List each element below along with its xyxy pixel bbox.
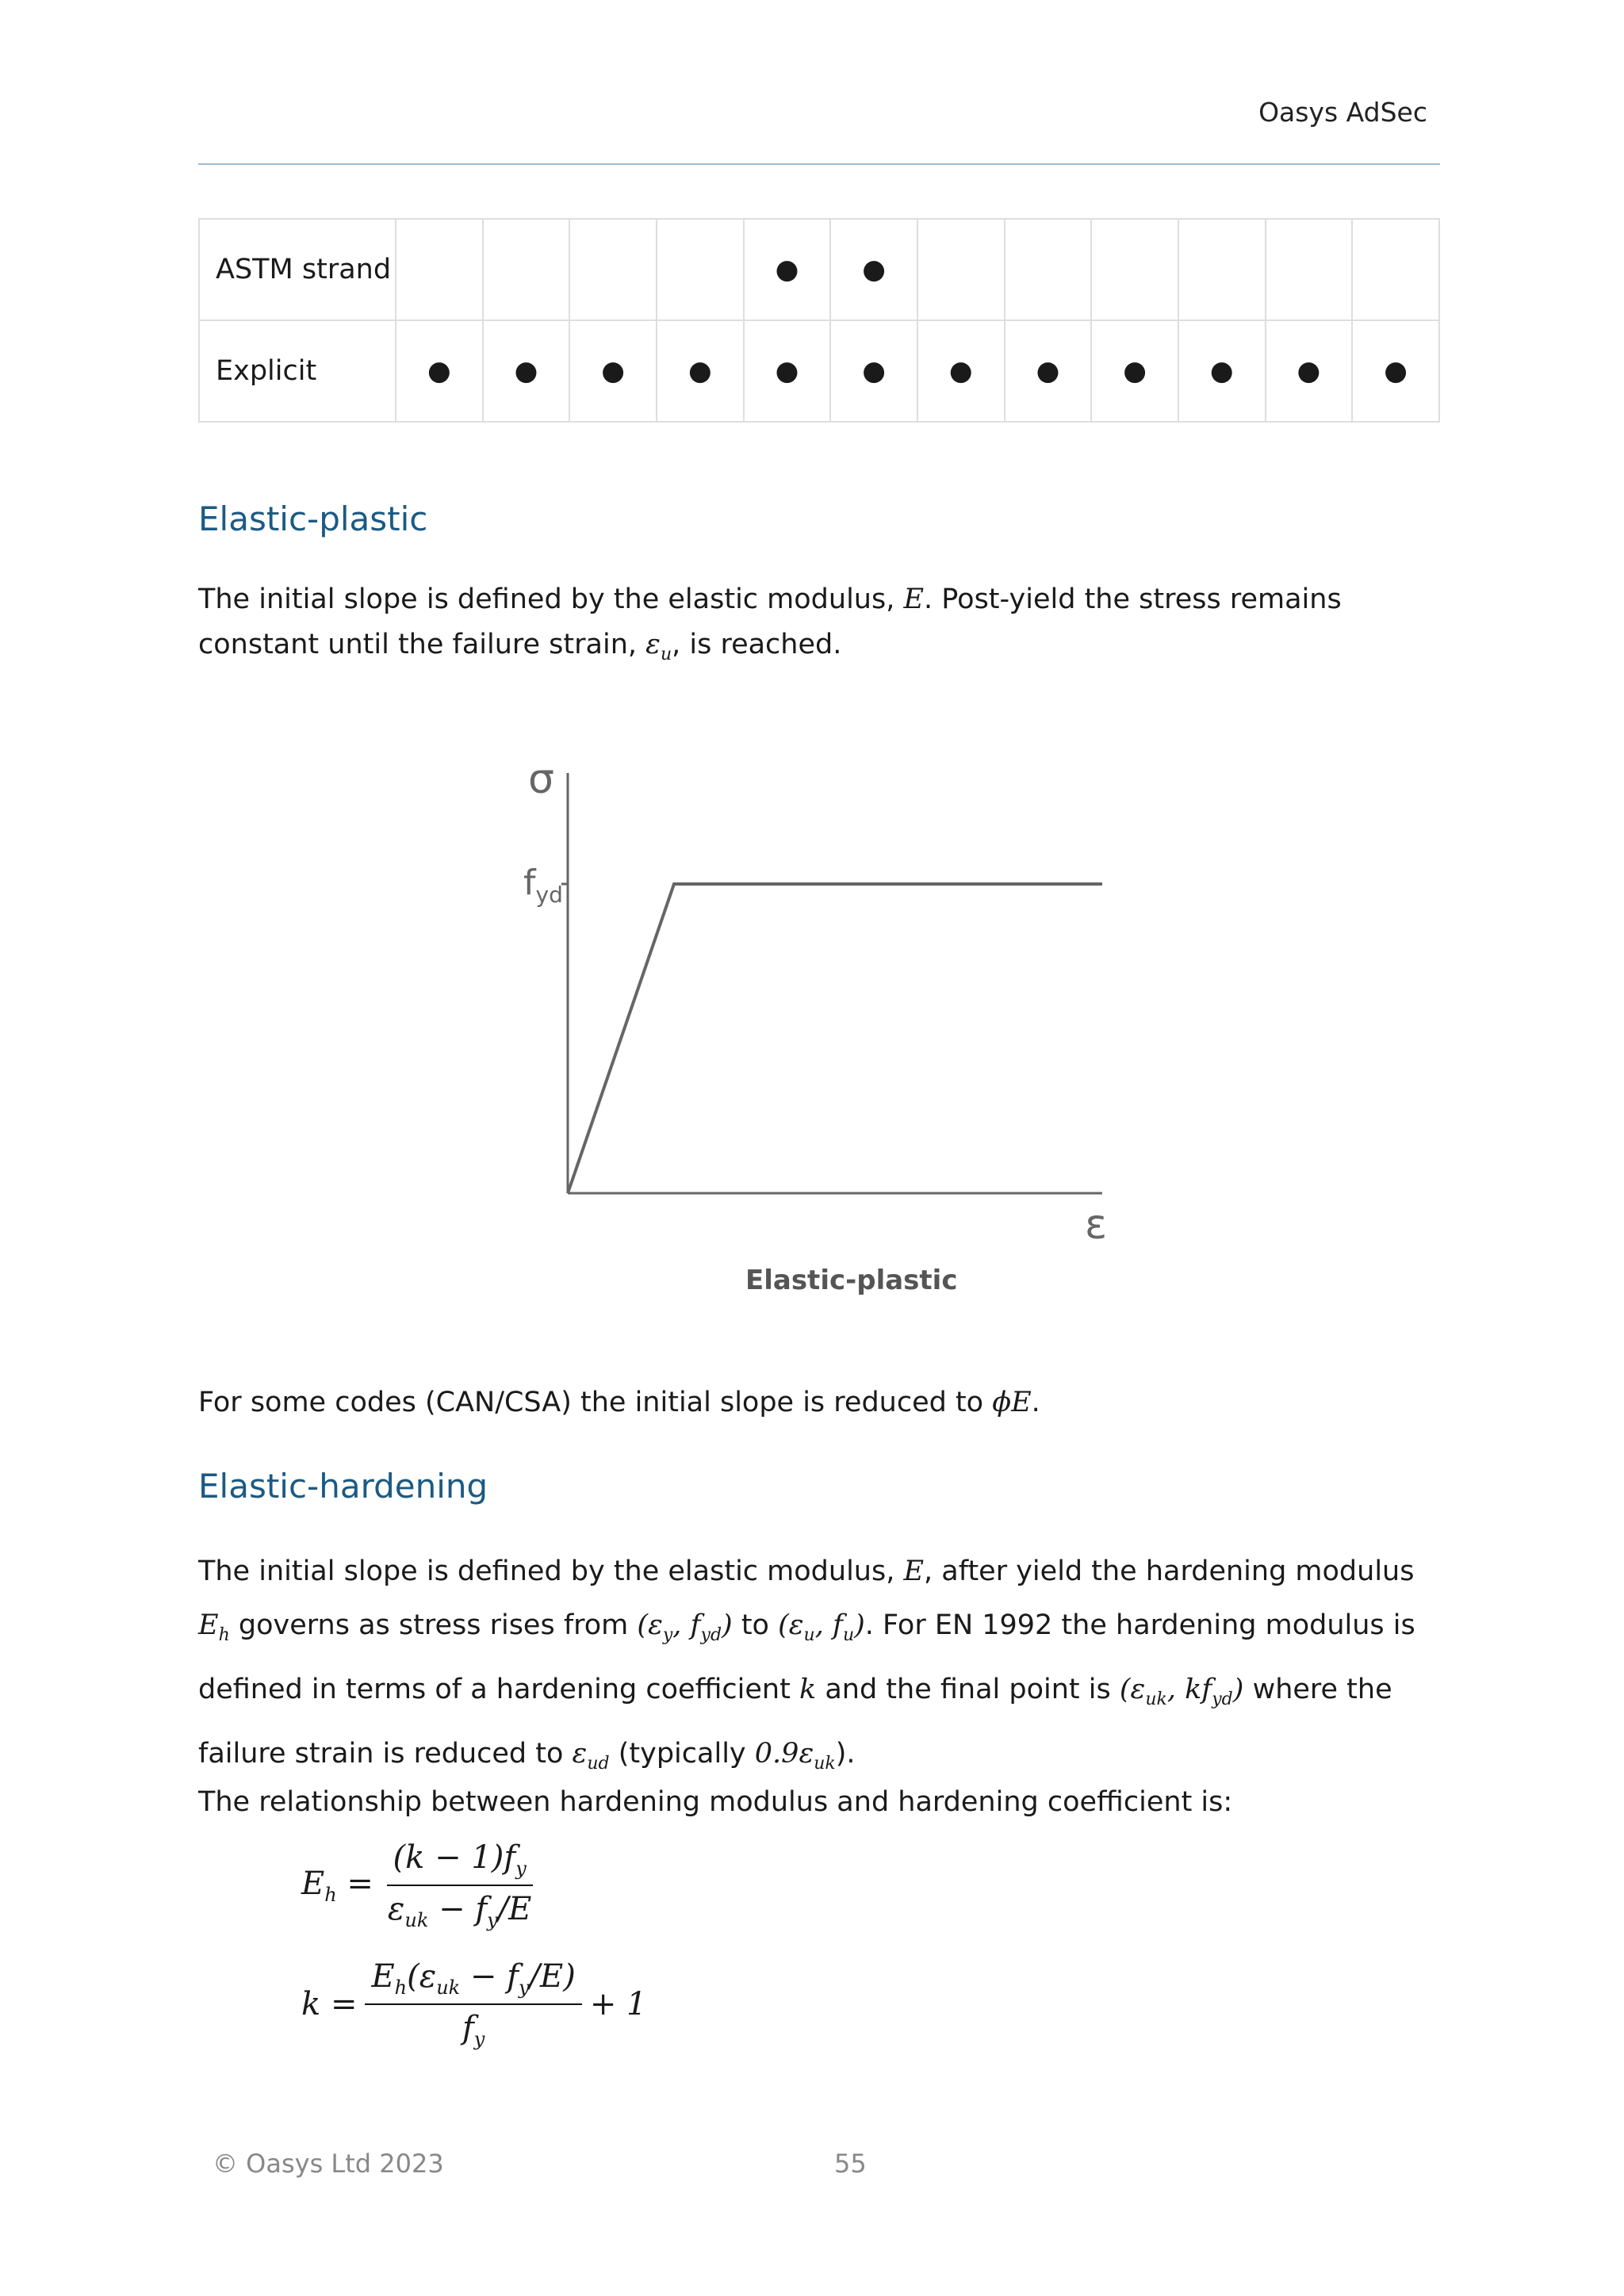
equation-hardening-coefficient: k = $\frac{E_h(\varepsilon_{uk} - f_y/E)}{f_y}$ + 1: [301, 1958, 647, 2050]
material-support-table: [198, 218, 1440, 423]
header-divider: [198, 163, 1440, 165]
table-cell: ●: [917, 320, 1005, 422]
table-cell: ●: [1266, 320, 1353, 422]
table-cell: ●: [1091, 320, 1178, 422]
stress-strain-diagram: [508, 749, 1142, 1257]
table-cell: [483, 219, 570, 320]
header-title: Oasys AdSec: [1258, 97, 1427, 128]
sigma-axis-label: σ: [528, 756, 554, 803]
stress-strain-curve: [568, 884, 1102, 1193]
table-cell: ●: [1005, 320, 1092, 422]
table-cell: [657, 219, 744, 320]
yield-label: $f_{yd}$: [523, 863, 563, 908]
footer-copyright: © Oasys Ltd 2023: [213, 2149, 444, 2179]
table-cell: ●: [744, 320, 831, 422]
table-cell: [569, 219, 657, 320]
table-cell: [1091, 219, 1178, 320]
table-cell: [396, 219, 483, 320]
table-cell: ●: [657, 320, 744, 422]
paragraph-csa-note: For some codes (CAN/CSA) the initial slope is reduced to ϕE.: [198, 1387, 1040, 1418]
table-cell: ●: [569, 320, 657, 422]
section-heading-elastic-hardening: Elastic-hardening: [198, 1467, 488, 1506]
row-label: ASTM strand: [199, 219, 396, 320]
table-cell: [1352, 219, 1439, 320]
equation-hardening-modulus: $E_h$ = $\frac{(k - 1)f_y}{\varepsilon_{uk} - f_y/E}$: [301, 1839, 532, 1931]
table-cell: ●: [830, 219, 917, 320]
table-cell: [917, 219, 1005, 320]
paragraph-elastic-hardening: The initial slope is defined by the elastic modulus, E, after yield the hardening modulus $E_h$ governs as stress rises from ($\varepsilon_y$, $f_{yd}$) to ($\varepsilon_u$, $f_u$). For EN 1992 the hardening modulus is defined in terms of a hardening coefficient k and the final point is ($\varepsilon_{uk}$, $kf_{yd}$) where the failure strain is reduced to $\varepsilon_{ud}$ (typically $0.9\varepsilon_{uk}$).: [198, 1556, 1415, 1774]
table-cell: ●: [1178, 320, 1266, 422]
section-heading-elastic-plastic: Elastic-plastic: [198, 499, 428, 538]
epsilon-axis-label: ε: [1085, 1201, 1108, 1249]
table-cell: [1005, 219, 1092, 320]
paragraph-elastic-plastic: The initial slope is defined by the elastic modulus, E. Post-yield the stress remains constant until the failure strain, $\varepsilon_u$, is reached.: [198, 584, 1342, 664]
paragraph-relationship: The relationship between hardening modulus and hardening coefficient is:: [198, 1786, 1233, 1818]
table-cell: ●: [830, 320, 917, 422]
table-cell: [1178, 219, 1266, 320]
table-cell: ●: [483, 320, 570, 422]
page-number: 55: [834, 2149, 867, 2179]
table-cell: ●: [396, 320, 483, 422]
table-row: [199, 320, 1439, 422]
table-cell: ●: [744, 219, 831, 320]
table-cell: ●: [1352, 320, 1439, 422]
row-label: Explicit: [199, 320, 396, 422]
table-row: [199, 219, 1439, 320]
figure-caption: Elastic-plastic: [745, 1265, 958, 1296]
table-cell: [1266, 219, 1353, 320]
